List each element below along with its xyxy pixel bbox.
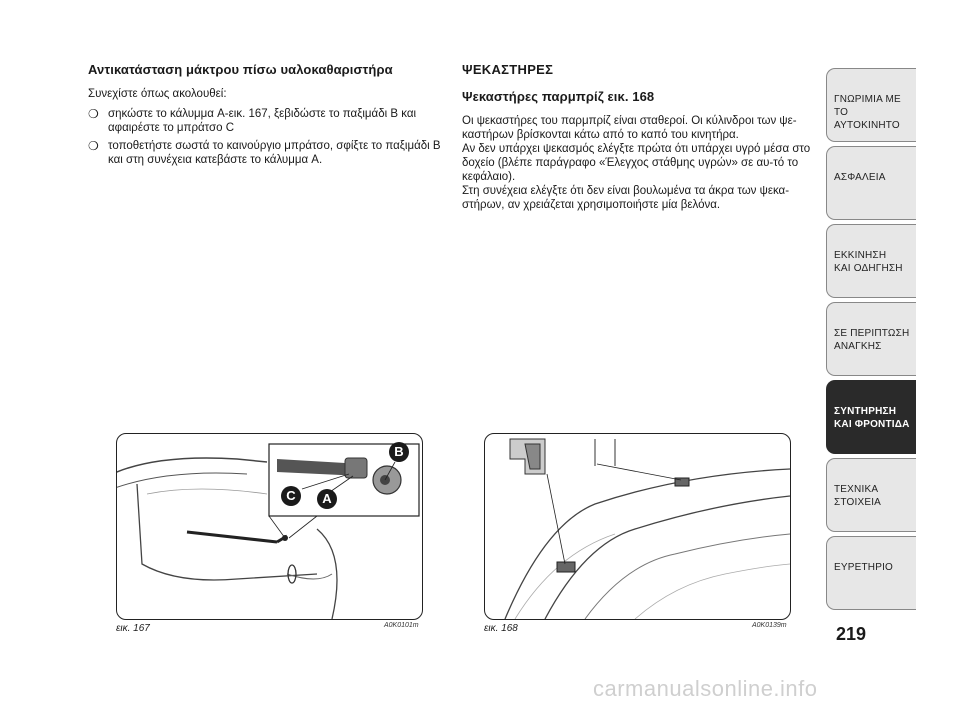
tab-label: ΤΕΧΝΙΚΑ <box>834 484 879 495</box>
figure-167-rear-wiper <box>116 433 423 620</box>
paragraph: Αν δεν υπάρχει ψεκασμός ελέγξτε πρώτα ότι υπάρχει υγρό μέσα στο δοχείο (βλέπε παράγραφο «Έλεγχος στάθμης υγρών» σε αυ-τό το κεφάλαιο). <box>462 143 811 183</box>
figure-167-code: A0K0101m <box>384 622 419 629</box>
tab-maintenance-care[interactable] <box>826 380 916 454</box>
washer-nozzle-illustration <box>485 434 790 619</box>
figure-168-caption: εικ. 168 <box>484 623 518 634</box>
tab-label: ΑΣΦΑΛΕΙΑ <box>834 172 886 183</box>
subheading-windshield-washers: Ψεκαστήρες παρμπρίζ εικ. 168 <box>462 89 655 104</box>
tab-label: ΑΝΑΓΚΗΣ <box>834 341 882 352</box>
paragraph: Οι ψεκαστήρες του παρμπρίζ είναι σταθεροί. Οι κύλινδροι των ψε-καστήρων βρίσκονται κάτω από το καπό του κινητήρα. <box>462 115 797 141</box>
paragraph: Στη συνέχεια ελέγξτε ότι δεν είναι βουλωμένα τα άκρα των ψεκα-στήρων, αν χρειάζεται χρησιμοποιήστε μία βελόνα. <box>462 185 790 211</box>
tab-label: ΓΝΩΡΙΜΙΑ ΜΕ ΤΟ <box>834 94 901 118</box>
right-column <box>462 62 817 212</box>
bullet-item <box>88 139 453 167</box>
tab-label: ΣΥΝΤΗΡΗΣΗ <box>834 406 897 417</box>
figure-168-washers <box>484 433 791 620</box>
tab-label: ΚΑΙ ΦΡΟΝΤΙΔΑ <box>834 419 910 430</box>
bullet-item <box>88 107 453 135</box>
tab-safety[interactable] <box>826 146 916 220</box>
left-column <box>88 62 453 171</box>
callout-label-a: A <box>317 489 337 509</box>
callout-label-c: C <box>281 486 301 506</box>
tab-label: ΕΚΚΙΝΗΣΗ <box>834 250 887 261</box>
tab-technical-data[interactable] <box>826 458 916 532</box>
tab-index[interactable] <box>826 536 916 610</box>
figure-167-caption: εικ. 167 <box>116 623 150 634</box>
tab-label: ΣΕ ΠΕΡΙΠΤΩΣΗ <box>834 328 910 339</box>
callout-label-b: B <box>389 442 409 462</box>
page-number: 219 <box>836 624 867 644</box>
bullet-text: σηκώστε το κάλυμμα A-εικ. 167, ξεβιδώστε το παξιμάδι B και αφαιρέστε το μπράτσο C <box>108 108 417 134</box>
rear-wiper-illustration <box>117 434 422 619</box>
section-heading-wiper-blade: Αντικατάσταση μάκτρου πίσω υαλοκαθαριστήρα <box>88 62 393 77</box>
tab-label: ΕΥΡΕΤΗΡΙΟ <box>834 562 894 573</box>
tab-label: ΚΑΙ ΟΔΗΓΗΣΗ <box>834 263 903 274</box>
tab-emergency[interactable] <box>826 302 916 376</box>
section-title-washers: ΨΕΚΑΣΤΗΡΕΣ <box>462 62 554 77</box>
bullet-circle-icon: ❍ <box>88 107 99 121</box>
tab-starting-driving[interactable] <box>826 224 916 298</box>
bullet-text: τοποθετήστε σωστά το καινούργιο μπράτσο, σφίξτε το παξιμάδι B και στη συνέχεια κατεβάστε το κάλυμμα A. <box>108 140 441 166</box>
tab-getting-to-know-car[interactable] <box>826 68 916 142</box>
intro-text: Συνεχίστε όπως ακολουθεί: <box>88 88 227 100</box>
tab-label: ΑΥΤΟΚΙΝΗΤΟ <box>834 120 900 131</box>
chapter-tabs <box>826 68 916 614</box>
tab-label: ΣΤΟΙΧΕΙΑ <box>834 497 882 508</box>
figure-168-code: A0K0139m <box>752 622 787 629</box>
bullet-circle-icon: ❍ <box>88 139 99 153</box>
watermark-text: carmanualsonline.info <box>593 676 818 701</box>
